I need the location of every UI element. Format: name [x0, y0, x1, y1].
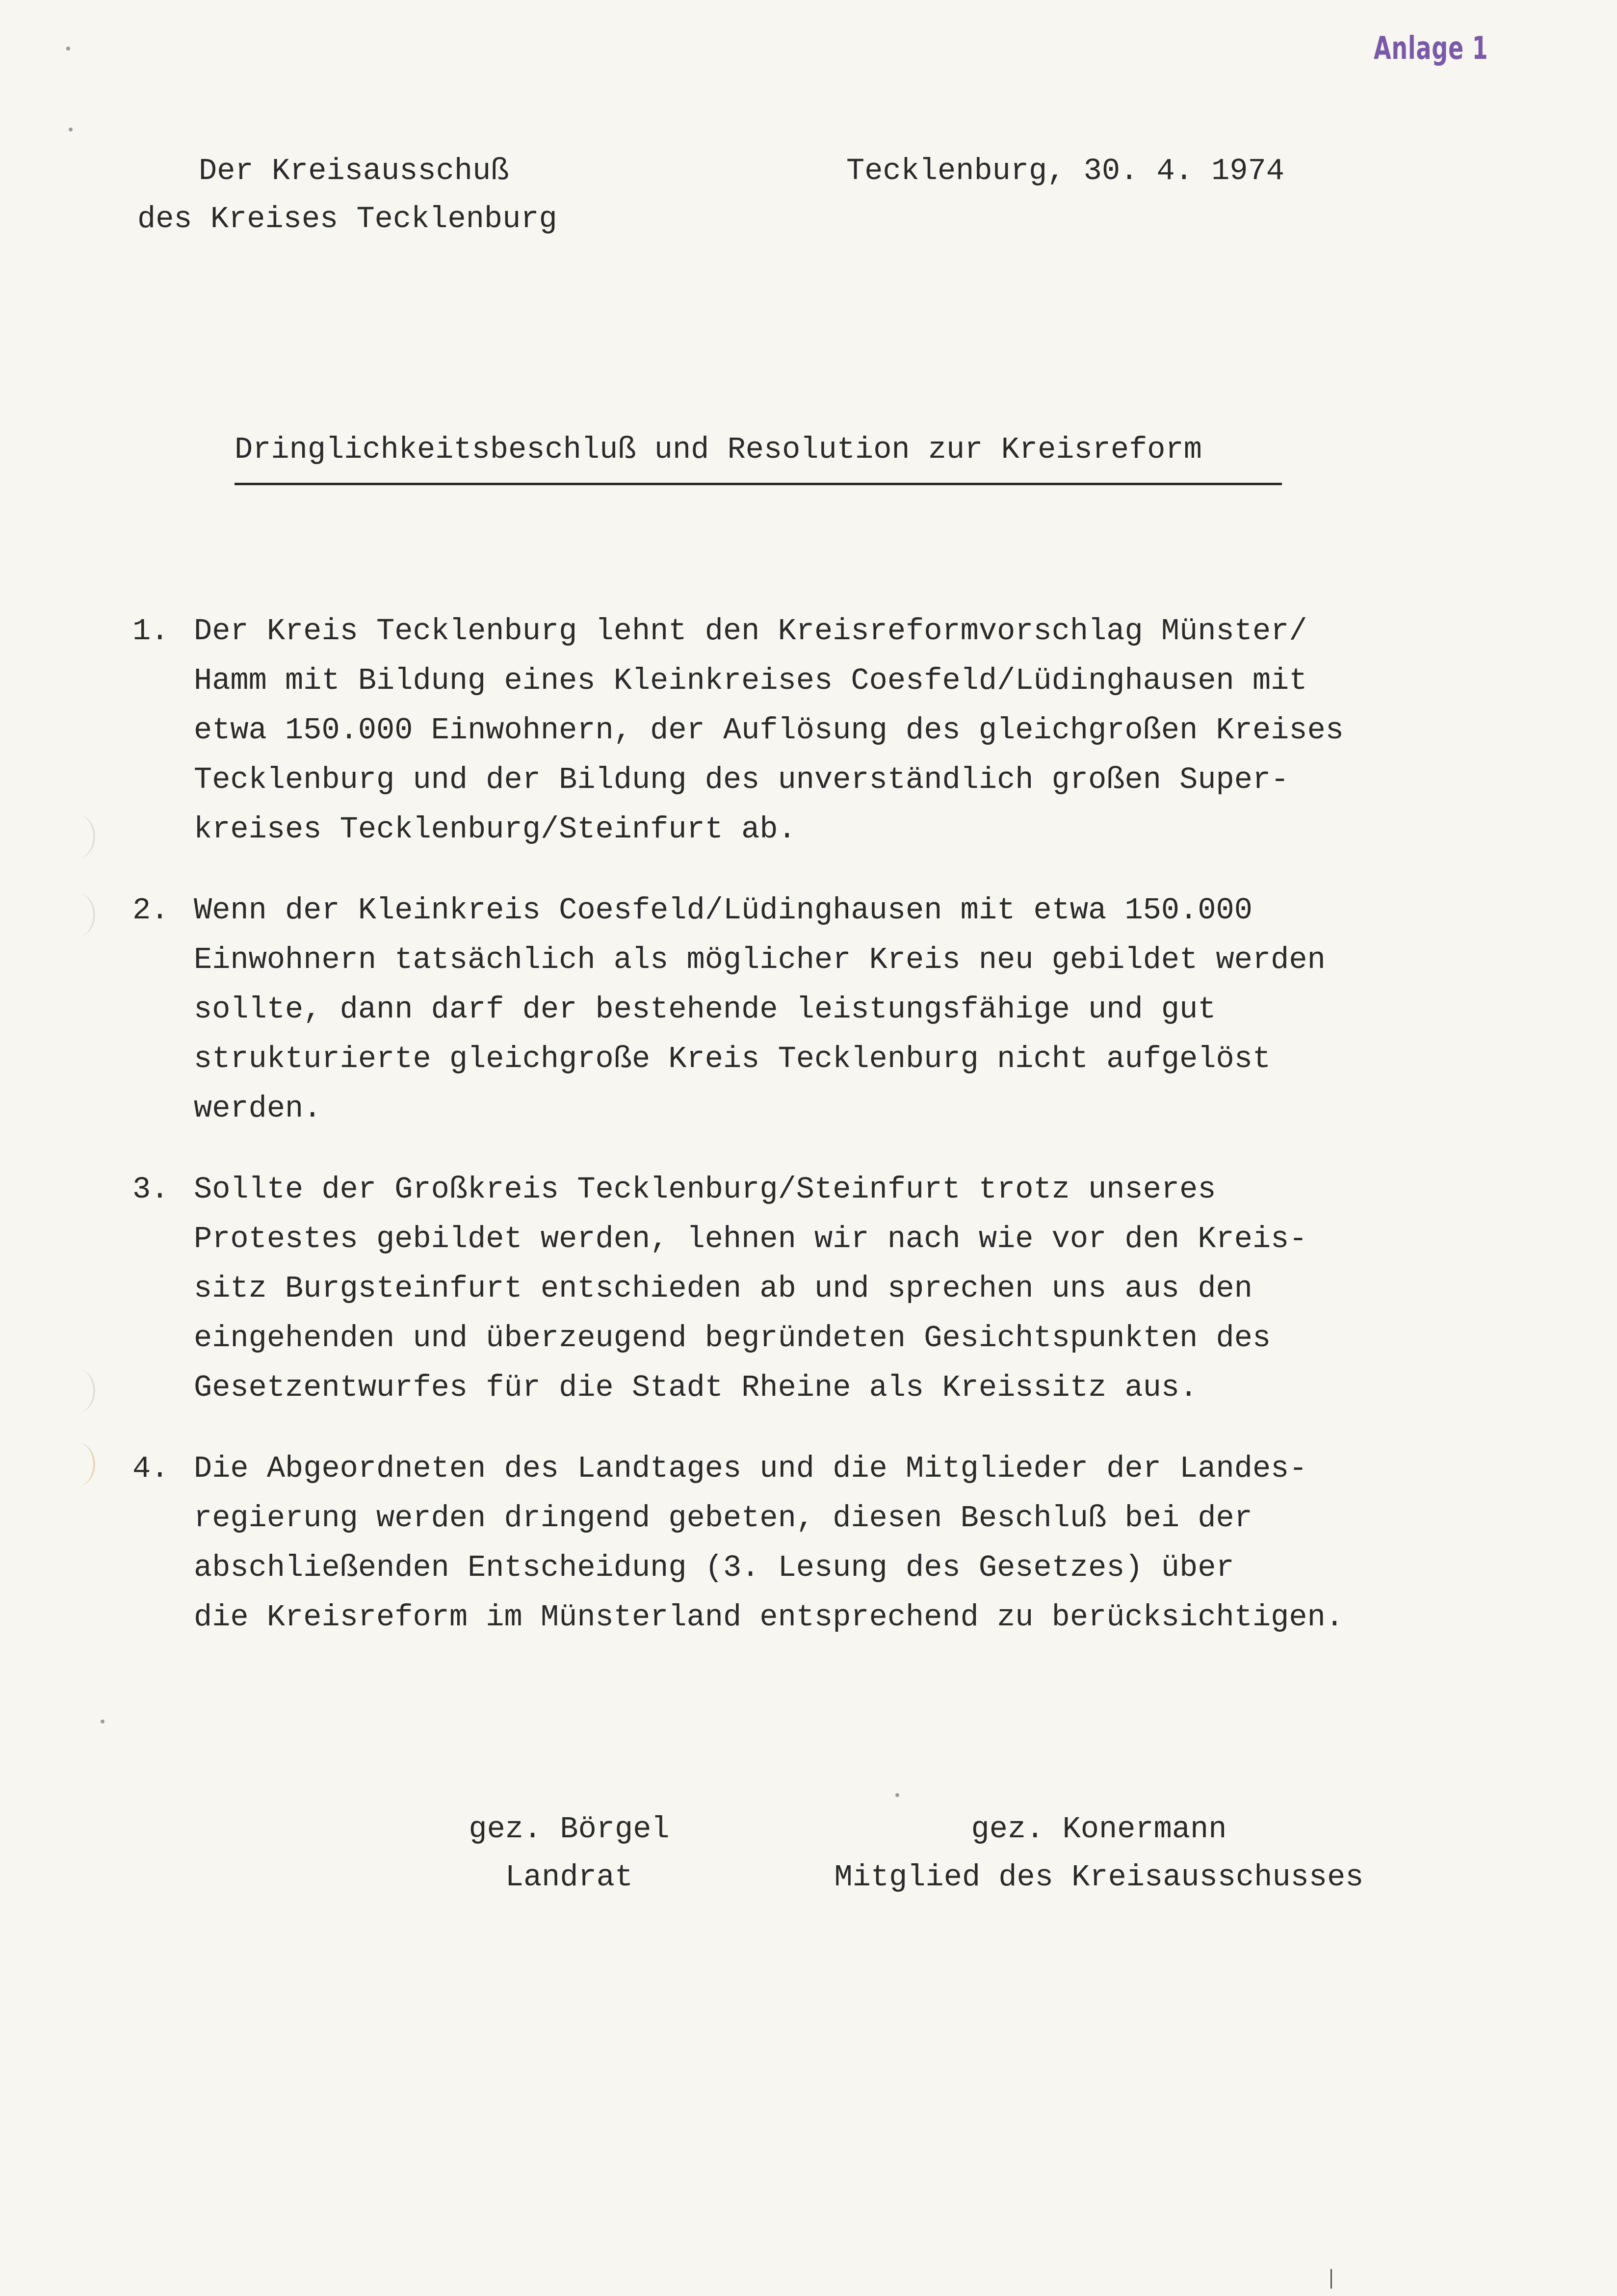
resolution-list	[132, 606, 1457, 1673]
signatory-role: Mitglied des Kreisausschusses	[834, 1860, 1364, 1895]
attachment-stamp: Anlage 1	[1374, 30, 1488, 67]
sender-line-1: Der Kreisausschuß	[199, 154, 509, 188]
resolution-item-1	[132, 606, 1457, 854]
scan-speck	[66, 47, 70, 51]
item-number: 1.	[132, 614, 169, 649]
document-title: Dringlichkeitsbeschluß und Resolution zur Kreisreform	[235, 432, 1202, 467]
sender-block	[137, 147, 557, 243]
punch-hole-mark	[59, 1369, 95, 1413]
signatory-role: Landrat	[505, 1860, 633, 1895]
item-text: Die Abgeordneten des Landtages und die Mitglieder der Landes- regierung werden dringend gebeten, diesen Beschluß bei der abschließenden Entscheidung (3. Lesung des Gesetzes) über die Kreisreform im Münsterland entsprechend zu berücksichtigen.	[194, 1451, 1344, 1635]
sender-line-2: des Kreises Tecklenburg	[137, 202, 557, 236]
resolution-item-4	[132, 1444, 1457, 1642]
item-text: Der Kreis Tecklenburg lehnt den Kreisreformvorschlag Münster/ Hamm mit Bildung eines Kleinkreises Coesfeld/Lüdinghausen mit etwa 150.000 Einwohnern, der Auflösung des gleichgroßen Kreises Tecklenburg und der Bildung des unverständlich großen Super- kreises Tecklenburg/Steinfurt ab.	[194, 614, 1344, 847]
punch-hole-mark	[59, 814, 95, 859]
scan-speck	[895, 1793, 899, 1797]
resolution-item-3	[132, 1165, 1457, 1412]
scan-speck	[101, 1720, 104, 1723]
item-number: 3.	[132, 1172, 169, 1207]
resolution-item-2	[132, 886, 1457, 1133]
scan-speck	[69, 128, 73, 131]
item-number: 2.	[132, 893, 169, 928]
punch-hole-mark	[59, 893, 95, 937]
signatory-name: gez. Konermann	[971, 1812, 1227, 1847]
signature-right	[795, 1805, 1403, 1902]
title-underline	[235, 483, 1282, 485]
place-date: Tecklenburg, 30. 4. 1974	[846, 154, 1284, 188]
item-text: Sollte der Großkreis Tecklenburg/Steinfurt trotz unseres Protestes gebildet werden, lehnen wir nach wie vor den Kreis- sitz Burgsteinfurt entschieden ab und sprechen uns aus den eingehenden und überzeugend begründeten Gesichtspunkten des Gesetzentwurfes für die Stadt Rheine als Kreissitz aus.	[194, 1172, 1307, 1405]
item-text: Wenn der Kleinkreis Coesfeld/Lüdinghausen mit etwa 150.000 Einwohnern tatsächlich als möglicher Kreis neu gebildet werden sollte, dann darf der bestehende leistungsfähige und gut strukturierte gleichgroße Kreis Tecklenburg nicht aufgelöst werden.	[194, 893, 1326, 1126]
signatory-name: gez. Börgel	[469, 1812, 670, 1847]
item-number: 4.	[132, 1451, 169, 1486]
punch-hole-mark	[59, 1442, 95, 1487]
scan-mark	[1330, 2269, 1332, 2289]
signature-left	[432, 1805, 706, 1902]
